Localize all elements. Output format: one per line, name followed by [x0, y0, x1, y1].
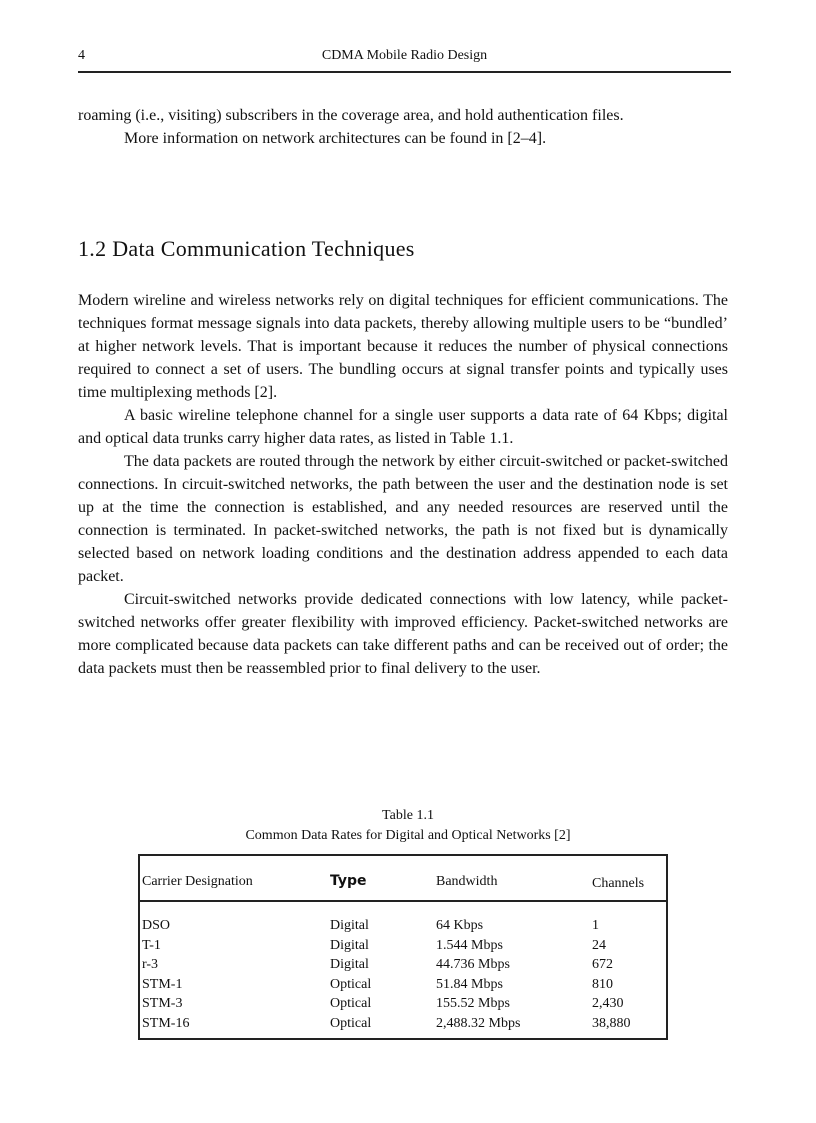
cell-type: Optical: [330, 1015, 372, 1031]
header-rule: [78, 71, 731, 73]
cell-type: Optical: [330, 976, 372, 992]
table-row: [140, 996, 666, 1016]
page-number: 4: [78, 48, 85, 63]
cell-carrier: STM-1: [142, 976, 183, 992]
table-header: [140, 856, 666, 902]
cell-carrier: STM-3: [142, 996, 183, 1012]
cell-bandwidth: 64 Kbps: [436, 918, 484, 933]
header-bandwidth: Bandwidth: [436, 874, 498, 889]
table-row: [140, 957, 666, 977]
paragraph: Circuit-switched networks provide dedicated connections with low latency, while packet-switched networks offer greater flexibility with improved efficiency. Packet-switched networks are more complicated because data packets can take different paths and can be received out of order; the data packets must then be reassembled prior to final delivery to the user.: [78, 591, 728, 677]
header-type: Type: [330, 873, 367, 889]
paragraph: roaming (i.e., visiting) subscribers in the coverage area, and hold authentication files.: [78, 107, 624, 124]
table-caption: Common Data Rates for Digital and Optical Networks [2]: [245, 828, 571, 843]
header-channels: Channels: [592, 876, 645, 891]
table-body: [140, 918, 666, 1036]
cell-channels: 2,430: [592, 996, 624, 1012]
cell-carrier: STM-16: [142, 1015, 190, 1031]
table-row: [140, 938, 666, 958]
cell-bandwidth: 2,488.32 Mbps: [436, 1015, 521, 1031]
cell-type: Optical: [330, 996, 372, 1012]
section-title: 1.2 Data Communication Techniques: [78, 236, 415, 261]
paragraph: Modern wireline and wireless networks rely on digital techniques for efficient communications. The techniques format message signals into data packets, thereby allowing multiple users to be “bundled’ at higher network levels. That is important because it reduces the number of physical connections required to connect a set of users. The bundling occurs at signal transfer points and typically uses time multiplexing methods [2].: [78, 292, 728, 401]
section-body: [78, 289, 728, 680]
cell-channels: 24: [592, 937, 606, 953]
cell-channels: 672: [592, 957, 613, 973]
cell-bandwidth: 155.52 Mbps: [436, 996, 510, 1012]
cell-type: Digital: [330, 937, 369, 953]
cell-bandwidth: 51.84 Mbps: [436, 976, 503, 992]
page-header: [78, 48, 731, 70]
paragraph: More information on network architectures can be found in [2–4].: [124, 130, 547, 147]
running-title: CDMA Mobile Radio Design: [321, 48, 488, 63]
header-carrier: Carrier Designation: [142, 874, 253, 889]
table-row: [140, 977, 666, 997]
cell-carrier: DSO: [142, 918, 171, 933]
cell-bandwidth: 44.736 Mbps: [436, 957, 510, 973]
cell-type: Digital: [330, 918, 369, 933]
table-number: Table 1.1: [382, 808, 434, 823]
cell-channels: 810: [592, 976, 613, 992]
cell-channels: 38,880: [592, 1015, 631, 1031]
paragraph: The data packets are routed through the network by either circuit-switched or packet-switched connections. In circuit-switched networks, the path between the user and the destination node is set up at the time the connection is established, and any needed resources are reserved until the connection is terminated. In packet-switched networks, the path is not fixed but is dynamically selected based on network loading conditions and the destination address appended to each data packet.: [78, 453, 728, 585]
intro-text: [78, 104, 728, 150]
data-rate-table: [138, 854, 668, 1040]
paragraph: A basic wireline telephone channel for a single user supports a data rate of 64 Kbps; digital and optical data trunks carry higher data rates, as listed in Table 1.1.: [78, 407, 728, 447]
cell-carrier: r-3: [142, 957, 159, 973]
cell-carrier: T-1: [142, 937, 161, 953]
table-row: [140, 1016, 666, 1036]
cell-channels: 1: [592, 918, 599, 933]
cell-type: Digital: [330, 957, 369, 973]
cell-bandwidth: 1.544 Mbps: [436, 937, 503, 953]
table-row: [140, 918, 666, 938]
